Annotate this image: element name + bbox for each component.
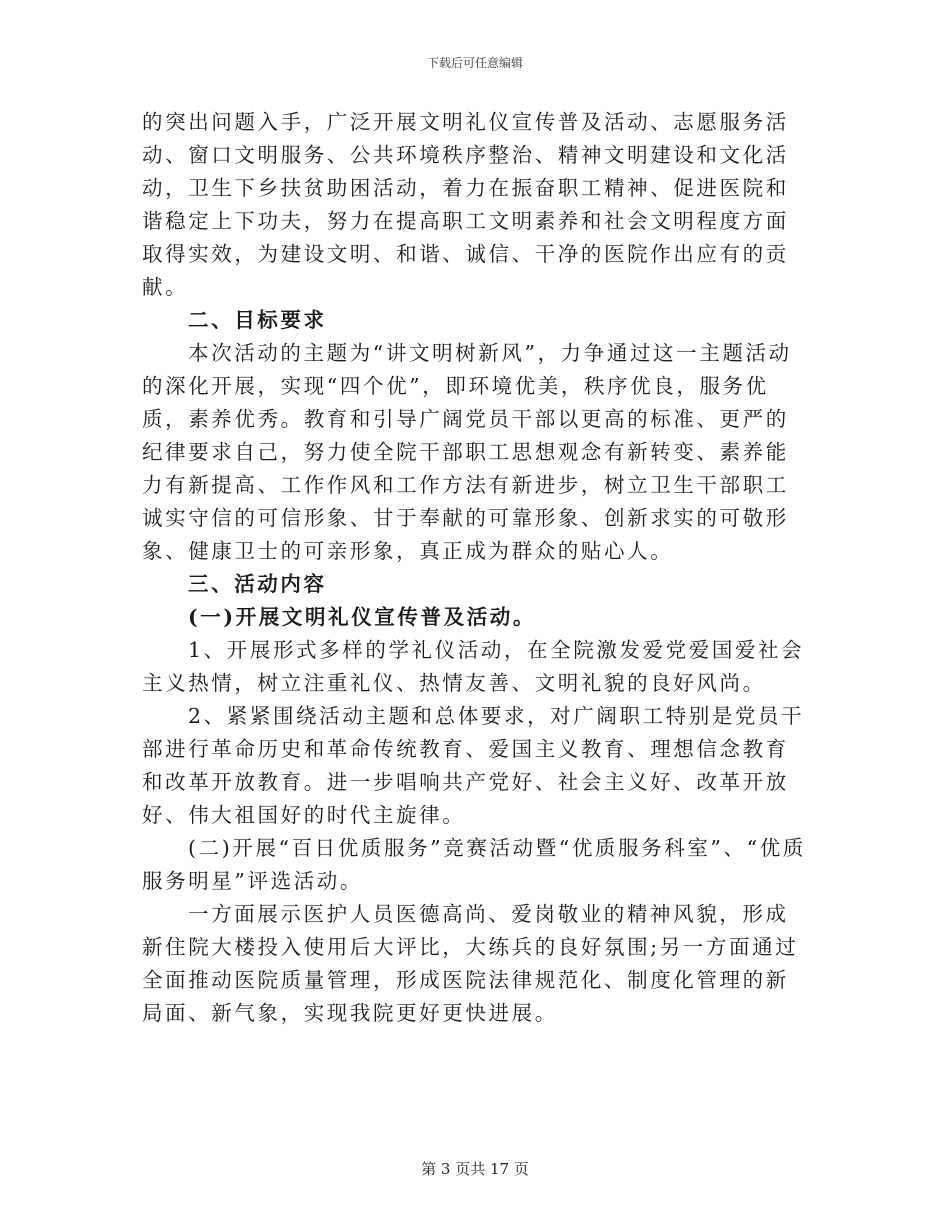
list-item-1: 1、开展形式多样的学礼仪活动，在全院激发爱党爱国爱社会主义热情，树立注重礼仪、热情友善、文明礼貌的良好风尚。: [142, 638, 805, 695]
paragraph-service: 一方面展示医护人员医德高尚、爱岗敬业的精神风貌，形成新住院大楼投入使用后大评比，大练兵的良好氛围;另一方面通过全面推动医院质量管理，形成医院法律规范化、制度化管理的新局面、新气象，实现我院更好更快进展。: [142, 902, 799, 1025]
section-heading-goals: 二、目标要求: [188, 308, 327, 332]
paragraph-goals: 本次活动的主题为“讲文明树新风”，力争通过这一主题活动的深化开展，实现“四个优”，即环境优美，秩序优良，服务优质，素养优秀。教育和引导广阔党员干部以更高的标准、更严的纪律要求自己，努力使全院干部职工思想观念有新转变、素养能力有新提高、工作作风和工作方法有新进步，树立卫生干部职工诚实守信的可信形象、甘于奉献的可靠形象、创新求实的可敬形象、健康卫士的可亲形象，真正成为群众的贴心人。: [142, 341, 792, 563]
subsection-heading-etiquette: (一)开展文明礼仪宣传普及活动。: [188, 605, 536, 629]
section-heading-activities: 三、活动内容: [188, 572, 327, 596]
paragraph-intro-continued: 的突出问题入手，广泛开展文明礼仪宣传普及活动、志愿服务活动、窗口文明服务、公共环境秩序整治、精神文明建设和文化活动，卫生下乡扶贫助困活动，着力在振奋职工精神、促进医院和谐稳定上下功夫，努力在提高职工文明素养和社会文明程度方面取得实效，为建设文明、和谐、诚信、干净的医院作出应有的贡献。: [142, 110, 789, 299]
subsection-heading-service: (二)开展“百日优质服务”竞赛活动暨“优质服务科室”、“优质服务明星”评选活动。: [142, 836, 806, 893]
page-footer: 第 3 页共 17 页: [421, 1160, 529, 1178]
page-header: 下载后可任意编辑: [426, 56, 523, 70]
list-item-2: 2、紧紧围绕活动主题和总体要求，对广阔职工特别是党员干部进行革命历史和革命传统教育、爱国主义教育、理想信念教育和改革开放教育。进一步唱响共产党好、社会主义好、改革开放好、伟大祖国好的时代主旋律。: [142, 704, 805, 827]
document-body: [142, 106, 810, 1030]
